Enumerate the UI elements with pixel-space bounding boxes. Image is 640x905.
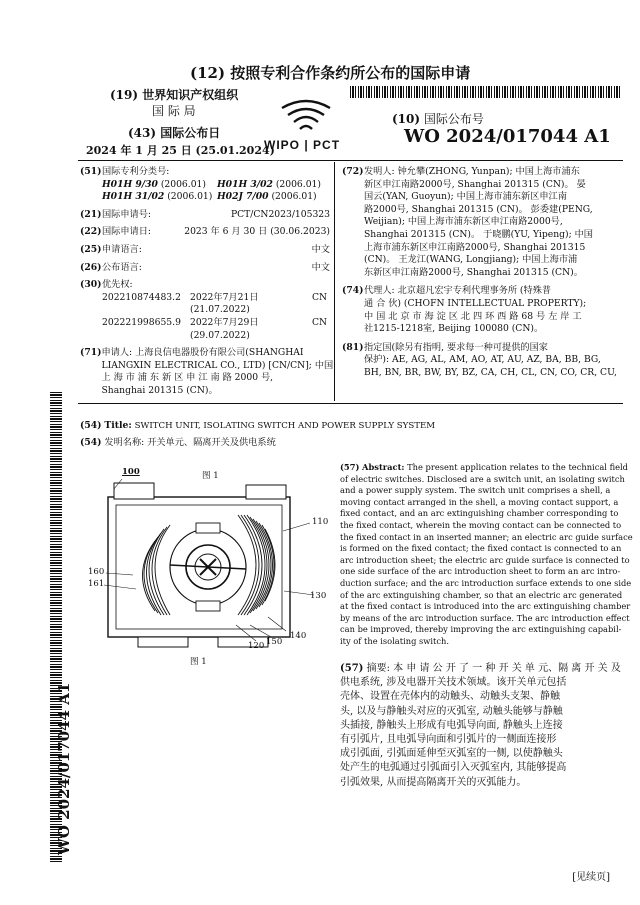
- publication-language: (26) 公布语言: 中文: [80, 261, 330, 273]
- ref-label-140: 140: [290, 631, 307, 641]
- ref-label-100: 100: [122, 467, 140, 477]
- ref-label-160: 160: [88, 567, 105, 577]
- priority-label: (30) 优先权:: [80, 279, 133, 291]
- abstract-chinese: (57) 摘要: 本 申 请 公 开 了 一 种 开 关 单 元、隔 离 开 关 及 供电系统, 涉及电器开关技术领域。该开关单元包括 壳体、设置在壳体内的动触头、动触头支架、静触 头, 以及与静触头对应的灭弧室, 动触头能够与静触 头插接, 静触头上形成有电弧导向面, 静触头上连接 有引弧片, 且电弧导向面和引弧片的一侧面连接形 成引弧面, 引弧面延伸至灭弧室的一侧, 以使静触头 处产生的电弧通过引弧面引入灭弧室内, 其能够提高 引弧效果, 从而提高隔离开关的灭弧能力。: [340, 663, 621, 788]
- side-publication-number: WO 2024/017044 A1: [55, 682, 73, 855]
- office-subname: 国 际 局: [152, 104, 196, 118]
- figure-caption-bottom: 图 1: [190, 657, 207, 667]
- figure-caption-top: 图 1: [202, 471, 219, 481]
- application-number: (21) 国际申请号: PCT/CN2023/105323: [80, 208, 330, 220]
- ref-label-150: 150: [266, 637, 283, 647]
- ref-label-110: 110: [312, 517, 329, 527]
- ipc-row: H01H 31/02 (2006.01) H02J 7/00 (2006.01): [102, 191, 317, 203]
- filing-language: (25) 申请语言: 中文: [80, 243, 330, 255]
- left-bibliography: (51) 国际专利分类号: H01H 9/30 (2006.01) H01H 3/02 (2006.01) H01H 31/02 (2006.01) H02J 7/00 (2006.01) (21) 国际申请号: PCT/CN2023/105323 (22) 国际申请日: 2023 年 6 月 30 日 (30.06.2023) (25) 申请语言: 中文 (26) 公布语言: 中文 (30) 优先权: 202210874483.2 2022年7月21日 (21.07.2022) CN 202221998655.9 2022年7月29日 (29.07.2022) CN (71) 申请人: 上海良信电器股份有限公司(SHANGHAI LIANGXIN ELECTRICAL CO., LTD) [CN/CN]; 中国 上 海 市 浦 东 新 区 申 江 南 路 2000 号, Shanghai 201315 (CN)。: [80, 166, 334, 396]
- priority-row: 202221998655.9 2022年7月29日 (29.07.2022) CN: [102, 316, 328, 341]
- wipo-pct-logo: WIPO | PCT: [264, 138, 341, 152]
- wipo-globe-icon: [276, 98, 336, 138]
- inventors: (72) 发明人: 钟允攀(ZHONG, Yunpan); 中国上海市浦东 新区申江南路2000号, Shanghai 201315 (CN)。 晏 国云(YAN, Guoyun); 中国上海市浦东新区申江南 路2000号, Shanghai 201315 (CN)。 彭委建(PENG, Weijian); 中国上海市浦东新区申江南路2000号, Shanghai 201315 (CN)。 于晓鹏(YU, Yipeng); 中国 上海市浦东新区申江南路2000号, Shanghai 201315 (CN)。 王龙江(WANG, Longjiang); 中国上海市浦 东新区申江南路2000号, Shanghai 201315 (CN)。: [342, 166, 593, 278]
- filing-date: (22) 国际申请日: 2023 年 6 月 30 日 (30.06.2023): [80, 226, 330, 238]
- header-divider: [78, 160, 623, 161]
- section-divider: [78, 403, 623, 404]
- applicant: (71) 申请人: 上海良信电器股份有限公司(SHANGHAI LIANGXIN ELECTRICAL CO., LTD) [CN/CN]; 中国 上 海 市 浦 东 新 区 申 江 南 路 2000 号, Shanghai 201315 (CN)。: [80, 347, 334, 396]
- ref-label-130: 130: [310, 591, 327, 601]
- ipc-row: H01H 9/30 (2006.01) H01H 3/02 (2006.01): [102, 178, 321, 190]
- agent: (74) 代理人: 北京超凡宏宇专利代理事务所 (特殊普 通 合 伙) (CHOFN INTELLECTUAL PROPERTY); 中 国 北 京 市 海 淀 区 北 四 环 西 路 68 号 左 岸 工 社1215-1218室, Beijing 100080 (CN)。: [342, 285, 587, 335]
- title-chinese: (54) 发明名称: 开关单元、隔离开关及供电系统: [80, 437, 276, 448]
- barcode: [350, 86, 622, 98]
- abstract-english: (57) Abstract: The present application relates to the technical field of electric switches. Disclosed are a switch unit, an isolating switch and a power supply system. The switch unit comprises a shell, a moving contact arranged in the shell, a moving contact support, a fixed contact, and an arc extinguishing chamber corresponding to the fixed contact, wherein the moving contact can be connected to the fixed contact in an inserted manner; an electric arc guide surface is formed on the fixed contact; the fixed contact is connected to an arc introduction sheet; the electric arc guide surface is connected to one side surface of the arc introduction sheet to form an arc intro- duction surface; and the arc introduction surface extends to one side of the arc extinguishing chamber, so that an electric arc generated at the fixed contact is introduced into the arc extinguishing chamber by means of the arc introduction surface. The arc introduction effect can be improved, thereby improving the arc extinguishing capabil- ity of the isolating switch.: [340, 462, 633, 646]
- document-kind-title: (12) 按照专利合作条约所公布的国际申请: [190, 64, 471, 82]
- representative-drawing: [78, 465, 328, 680]
- publication-number-label: (10) 国际公布号: [392, 112, 484, 126]
- wipo-emblem: [276, 98, 336, 138]
- column-divider: [334, 162, 335, 401]
- designated-states: (81) 指定国(除另有指明, 要求每一种可提供的国家 保护): AE, AG, AL, AM, AO, AT, AU, AZ, BA, BB, BG, BH, BN, BR, BW, BY, BZ, CA, CH, CL, CN, CO, CR, CU,: [342, 341, 617, 378]
- priority-row: 202210874483.2 2022年7月21日 (21.07.2022) CN: [102, 291, 328, 316]
- right-bibliography: [342, 166, 624, 380]
- continued-page-note: [见续页]: [572, 872, 610, 883]
- publication-number: WO 2024/017044 A1: [404, 126, 611, 147]
- ref-label-161: 161: [88, 579, 105, 589]
- ref-label-120: 120: [248, 641, 265, 651]
- publication-date: 2024 年 1 月 25 日 (25.01.2024): [86, 144, 275, 157]
- title-english: (54) Title: SWITCH UNIT, ISOLATING SWITCH AND POWER SUPPLY SYSTEM: [80, 420, 436, 431]
- office-name: (19) 世界知识产权组织: [110, 88, 239, 102]
- publication-date-label: (43) 国际公布日: [128, 126, 221, 140]
